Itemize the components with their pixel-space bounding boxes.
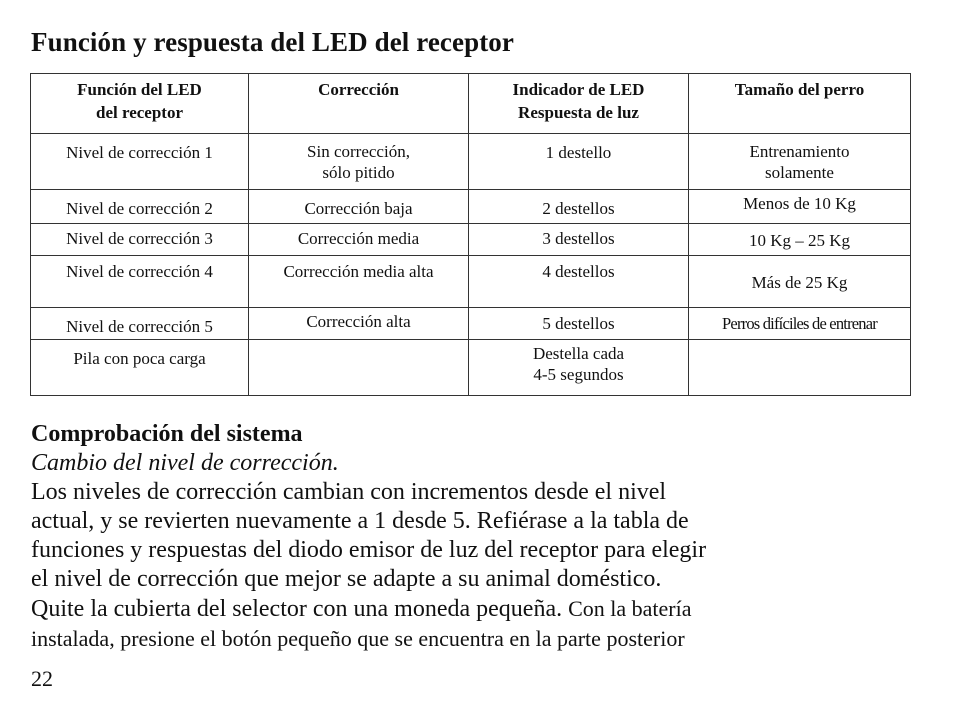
cell-text: Corrección media alta [283,262,434,281]
paragraph-line: Con la batería [568,596,692,621]
table-cell [469,256,689,308]
cell-text: Menos de 10 Kg [743,194,856,213]
cell-text: Pila con poca carga [73,349,206,368]
table-row [31,340,911,396]
table-header-row [31,74,911,134]
table-row [31,134,911,190]
table-cell [31,134,249,190]
table-cell [689,308,911,340]
table-cell [249,224,469,256]
page-title: Función y respuesta del LED del receptor [31,27,514,57]
table-cell [31,340,249,396]
section-title: Comprobación del sistema [31,421,303,447]
paragraph-line: el nivel de corrección que mejor se adapte a su animal doméstico. [31,566,662,592]
cell-text: 2 destellos [542,199,615,218]
table-cell [469,308,689,340]
table-row [31,190,911,224]
cell-text: 3 destellos [542,229,615,248]
header-text: Función del LED [77,80,202,99]
cell-text: 4-5 segundos [533,365,624,384]
page-number: 22 [31,666,53,691]
table-cell [249,256,469,308]
cell-text: Sin corrección, [307,142,410,161]
paragraph-line: Los niveles de corrección cambian con incrementos desde el nivel [31,479,667,505]
table-cell [689,224,911,256]
table-cell [469,340,689,396]
paragraph-line: funciones y respuestas del diodo emisor de luz del receptor para elegir [31,537,707,563]
cell-text: Corrección media [297,229,420,248]
header-cell [31,74,249,134]
table-cell [249,340,469,396]
cell-text: 1 destello [545,143,612,162]
cell-text: Nivel de corrección 3 [66,229,213,248]
cell-text: Entrenamiento [749,142,850,161]
table-cell [31,190,249,224]
table-row [31,256,911,308]
header-text: Tamaño del perro [734,80,865,99]
cell-text: Nivel de corrección 4 [66,262,213,281]
cell-text: Destella cada [532,344,625,363]
table-cell [249,190,469,224]
paragraph-line: actual, y se revierten nuevamente a 1 desde 5. Refiérase a la tabla de [31,508,689,534]
header-cell [689,74,911,134]
table-cell [689,340,911,396]
table-cell [689,134,911,190]
table-cell [469,190,689,224]
header-cell [249,74,469,134]
header-cell [469,74,689,134]
system-check-section [31,420,931,653]
cell-text: Perros difíciles de entrenar [722,314,877,333]
table-row [31,224,911,256]
table-cell [469,224,689,256]
table-cell [249,308,469,340]
cell-text: Más de 25 Kg [751,273,848,292]
cell-text: 4 destellos [542,262,615,281]
header-text: Corrección [318,80,399,99]
paragraph-line: instalada, presione el botón pequeño que se encuentra en la parte posterior [31,626,685,651]
paragraph-line-group [31,594,931,624]
cell-text: Corrección baja [304,199,413,218]
header-text: Respuesta de luz [518,103,639,122]
table-cell [689,256,911,308]
table-cell [249,134,469,190]
table-cell [31,224,249,256]
cell-text: 5 destellos [542,314,615,333]
cell-text: Nivel de corrección 2 [66,199,213,218]
table-cell [689,190,911,224]
table-cell [469,134,689,190]
cell-text: Nivel de corrección 1 [66,143,213,162]
table-row [31,308,911,340]
header-text: Indicador de LED [512,80,645,99]
cell-text: sólo pitido [322,163,395,182]
cell-text: 10 Kg – 25 Kg [748,231,851,250]
cell-text: Corrección alta [306,312,411,331]
paragraph-line: Quite la cubierta del selector con una moneda pequeña. [31,596,563,622]
cell-text: Nivel de corrección 5 [66,317,213,336]
table-cell [31,256,249,308]
led-function-table [30,73,911,396]
section-subtitle: Cambio del nivel de corrección. [31,450,339,476]
cell-text: solamente [765,163,834,182]
section-paragraph [31,478,931,653]
header-text: del receptor [95,103,183,122]
table-cell [31,308,249,340]
